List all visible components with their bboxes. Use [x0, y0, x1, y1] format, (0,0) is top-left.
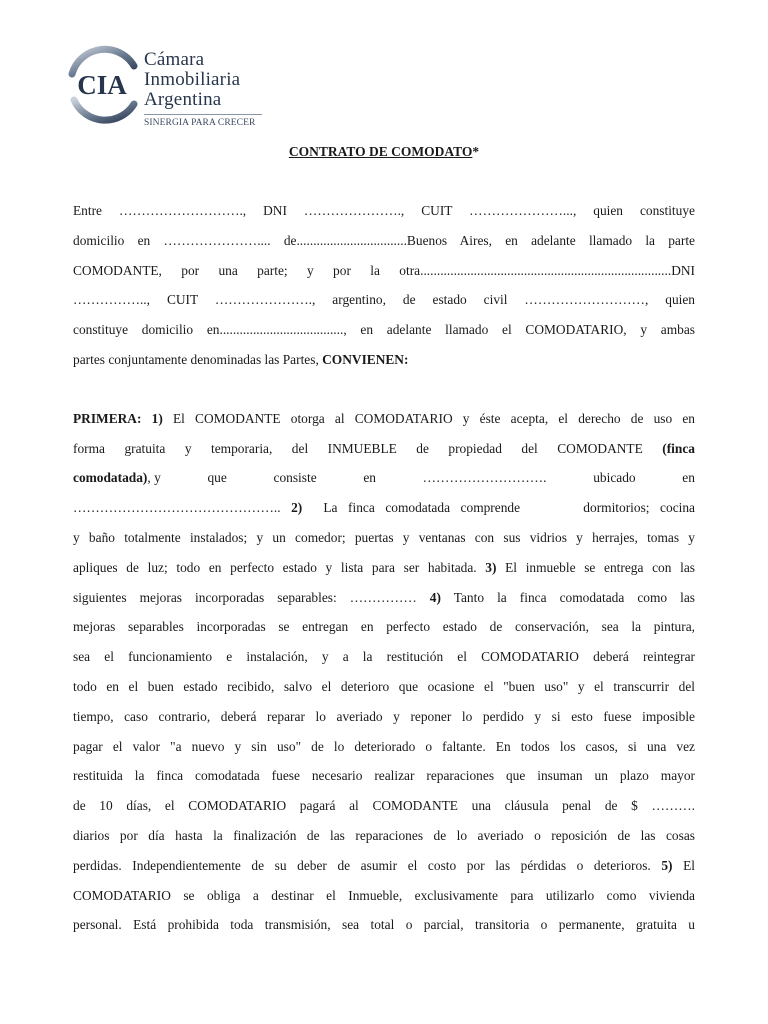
clause-text: apliques de luz; todo en perfecto estado y lista para ser habitada.: [73, 559, 486, 575]
clause-text: perdidas. Independientemente de su deber de asumir el costo por las pérdidas o deterioros.: [73, 857, 662, 873]
clause-line: COMODATARIO se obliga a destinar el Inmueble, exclusivamente para utilizarlo como vivienda: [73, 887, 695, 903]
intro-last-text: partes conjuntamente denominadas las Partes,: [73, 351, 323, 367]
cia-logo-mark: [64, 44, 140, 126]
clause-line: [73, 493, 695, 523]
clause-word: en: [682, 470, 695, 486]
clause-line: [73, 434, 695, 464]
document-body: [73, 196, 695, 940]
clause-line: [73, 463, 695, 493]
intro-line: Entre ………………………., DNI …………………., CUIT …………………..., quien constituye: [73, 203, 695, 218]
item-number: 5): [661, 857, 673, 873]
clause-word: en: [363, 470, 376, 486]
clause-line: y baño totalmente instalados; y un comedor; puertas y ventanas con sus vidrios y herrajes, tomas y: [73, 529, 695, 545]
clause-text: El COMODANTE otorga al COMODATARIO y éste acepta, el derecho de uso en: [162, 410, 695, 426]
intro-line: COMODANTE, por una parte; y por la otra...........................................................................DNI: [73, 262, 695, 278]
convienen-label: CONVIENEN:: [322, 351, 409, 367]
item-number: 3): [485, 559, 497, 575]
clause-text: El inmueble se entrega con las: [496, 559, 695, 575]
clause-label: PRIMERA: [73, 410, 137, 426]
document-title-mark: *: [472, 144, 480, 159]
paragraph-gap: [73, 375, 695, 404]
clause-line: tiempo, caso contrario, deberá reparar lo averiado y reponer lo perdido y si esto fuese imposible: [73, 708, 695, 724]
clause-line: mejoras separables incorporadas se entregan en perfecto estado de conservación, sea la pintura,: [73, 619, 695, 635]
clause-word: ubicado: [593, 470, 636, 486]
clause-word: consiste: [273, 470, 317, 486]
intro-line: …………….., CUIT …………………., argentino, de estado civil ………………………, quien: [73, 292, 695, 308]
intro-line: domicilio en ………………….... de.................................Buenos Aires, en adelante llamado la parte: [73, 232, 695, 248]
clause-text: [73, 463, 161, 493]
clause-line: restituida la finca comodatada fuese necesario realizar reparaciones que insuman un plazo mayor: [73, 768, 695, 784]
item-number: 1): [151, 410, 163, 426]
clause-word: , y: [147, 470, 161, 486]
clause-bold-text: (finca: [662, 440, 695, 456]
clause-line: [73, 553, 695, 583]
logo-line-2: Inmobiliaria: [144, 69, 241, 90]
document-title: [0, 144, 768, 160]
clause-line: [73, 583, 695, 613]
clause-text: forma gratuita y temporaria, del INMUEBLE de propiedad del COMODANTE: [73, 440, 663, 456]
clause-text: ………………………………………..: [73, 500, 292, 516]
clause-text: siguientes mejoras incorporadas separables: ……………: [73, 589, 430, 605]
clause-line: [73, 851, 695, 881]
logo-initials: CIA: [77, 70, 127, 100]
logo-divider: [144, 114, 262, 115]
cia-logo: [64, 44, 274, 130]
clause-bold-text: comodatada): [73, 470, 148, 486]
intro-line: constituye domicilio en....................................., en adelante llamado el COMODATARIO, y ambas: [73, 322, 695, 338]
clause-primera: [73, 404, 695, 940]
document-title-text: CONTRATO DE COMODATO: [288, 144, 473, 159]
clause-line: PRIMERA: 1) El COMODANTE otorga al COMODATARIO y éste acepta, el derecho de uso en: [73, 410, 695, 426]
clause-text: El: [672, 857, 695, 873]
clause-line: personal. Está prohibida toda transmisión, sea total o parcial, transitoria o permanente, gratuita u: [73, 917, 695, 933]
logo-line-1: Cámara: [144, 49, 205, 70]
clause-line: sea el funcionamiento e instalación, y a la restitución el COMODATARIO deberá reintegrar: [73, 649, 695, 665]
clause-word: ……………………….: [422, 470, 547, 486]
clause-line: todo en el buen estado recibido, salvo el deterioro que ocasione el "buen uso" y el transcurrir del: [73, 678, 695, 694]
clause-line: pagar el valor "a nuevo y sin uso" de lo deteriorado o faltante. En todos los casos, si una vez: [73, 738, 695, 754]
clause-text: Tanto la finca comodatada como las: [440, 589, 695, 605]
logo-wordmark: [144, 50, 262, 128]
clause-text: La finca comodatada comprende dormitorios; cocina: [302, 500, 695, 516]
intro-line: [73, 345, 695, 375]
logo-tagline: SINERGIA PARA CRECER: [144, 118, 256, 128]
item-number: 4): [429, 589, 441, 605]
clause-line: de 10 días, el COMODATARIO pagará al COMODANTE una cláusula penal de $ ……….: [73, 798, 695, 814]
clause-word: que: [207, 470, 227, 486]
item-number: 2): [291, 500, 303, 516]
intro-paragraph: [73, 196, 695, 375]
logo-line-3: Argentina: [144, 89, 222, 110]
clause-line: diarios por día hasta la finalización de las reparaciones de lo averiado o reposición de las cosas: [73, 827, 695, 843]
